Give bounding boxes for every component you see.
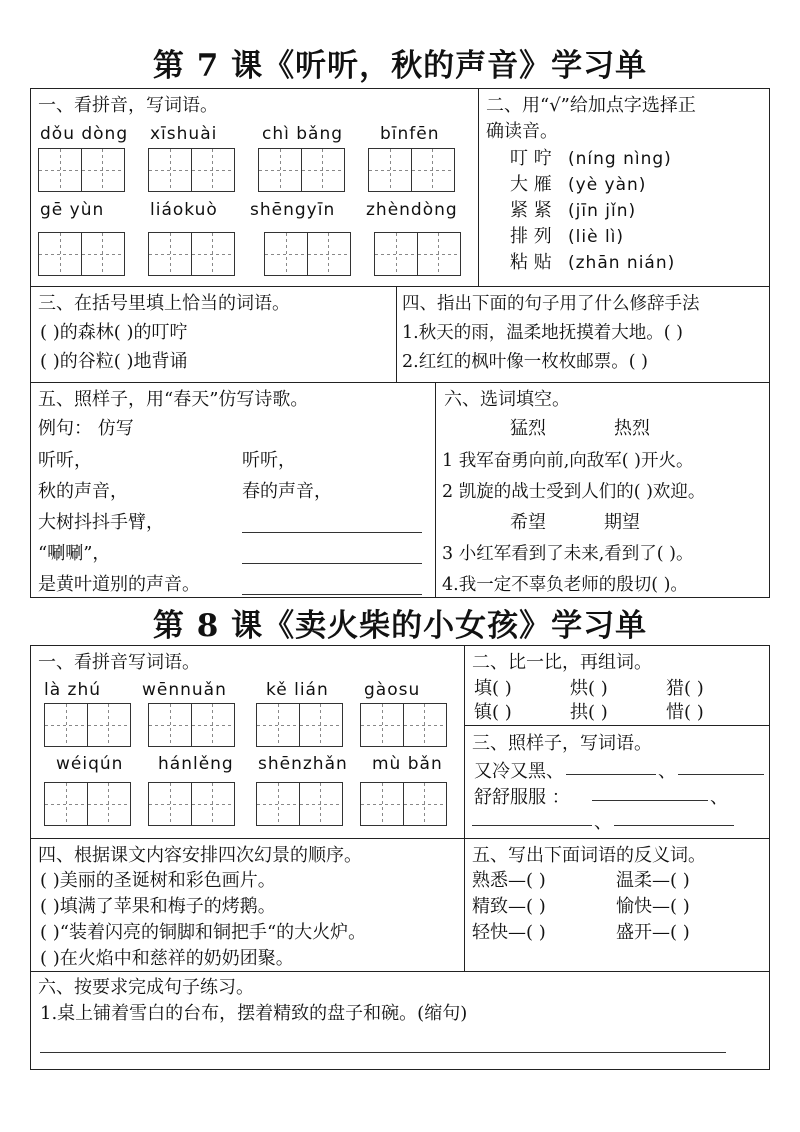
order-item[interactable]: ( )“装着闪亮的铜脚和铜把手“的大火炉。	[40, 922, 367, 943]
order-item[interactable]: ( )美丽的圣诞树和彩色画片。	[40, 870, 276, 891]
writing-grid[interactable]	[38, 148, 124, 192]
poem-line: “唰唰”，	[38, 543, 111, 564]
divider	[435, 382, 436, 598]
writing-grid[interactable]	[360, 782, 446, 826]
section-heading: 四、指出下面的句子用了什么修辞手法	[402, 294, 700, 314]
question[interactable]: 1 我军奋勇向前,向敌军( )开火。	[442, 451, 694, 471]
fill-line[interactable]: ( )的谷粒( )地背诵	[40, 351, 188, 372]
char-item: 紧 紧	[510, 200, 552, 221]
question[interactable]: 2.红红的枫叶像一枚枚邮票。( )	[402, 352, 648, 372]
pinyin: wéiqún	[56, 754, 124, 774]
writing-grid[interactable]	[44, 782, 130, 826]
answer-line[interactable]	[566, 774, 656, 775]
divider	[30, 382, 770, 383]
order-item[interactable]: ( )填满了苹果和梅子的烤鹅。	[40, 896, 276, 917]
pinyin: là zhú	[44, 680, 102, 700]
section-heading: 五、照样子，用“春天”仿写诗歌。	[38, 389, 309, 410]
writing-grid[interactable]	[264, 232, 350, 276]
pinyin: hánlěng	[158, 754, 234, 774]
pinyin: bīnfēn	[380, 124, 440, 144]
separator: 、	[594, 812, 612, 833]
writing-grid[interactable]	[360, 703, 446, 747]
section-heading: 六、按要求完成句子练习。	[38, 977, 254, 998]
answer-line[interactable]	[472, 825, 592, 826]
question[interactable]: 4.我一定不辜负老师的殷切( )。	[442, 575, 688, 595]
answer-line[interactable]	[614, 825, 734, 826]
pinyin: wēnnuǎn	[142, 680, 227, 700]
pinyin: gàosu	[364, 680, 421, 700]
compare-item[interactable]: 填( )	[474, 678, 512, 699]
section-heading: 五、写出下面词语的反义词。	[472, 845, 706, 866]
compare-item[interactable]: 猎( )	[666, 678, 704, 699]
word-choice: 猛烈	[510, 418, 546, 439]
section-heading: 六、选词填空。	[444, 389, 570, 410]
pinyin: dǒu dòng	[40, 124, 129, 144]
writing-grid[interactable]	[148, 148, 234, 192]
pinyin: zhèndòng	[366, 200, 458, 220]
pinyin-options[interactable]: (jīn jǐn)	[568, 201, 637, 221]
word-choice: 热烈	[614, 418, 650, 439]
divider	[478, 88, 479, 286]
example-word: 舒舒服服 ：	[474, 787, 570, 808]
pinyin-options[interactable]: (liè lì)	[568, 227, 625, 247]
answer-line[interactable]	[592, 800, 708, 801]
divider	[30, 286, 770, 287]
poem-line: 听听，	[38, 450, 92, 471]
char-item: 粘 贴	[510, 252, 552, 273]
pinyin-options[interactable]: (yè yàn)	[568, 175, 647, 195]
lesson8-title: 第 8 课《卖火柴的小女孩》学习单	[152, 608, 648, 644]
divider	[396, 286, 397, 382]
pinyin: kě lián	[266, 680, 329, 700]
word-choice: 期望	[604, 512, 640, 533]
char-item: 大 雁	[510, 174, 552, 195]
writing-grid[interactable]	[258, 148, 344, 192]
writing-grid[interactable]	[256, 782, 342, 826]
fill-line[interactable]: ( )的森林( )的叮咛	[40, 322, 188, 343]
char-item: 叮 咛	[510, 148, 552, 169]
antonym-item[interactable]: 熟悉—( )	[472, 870, 546, 891]
compare-item[interactable]: 镇( )	[474, 702, 512, 723]
writing-grid[interactable]	[148, 782, 234, 826]
poem-line: 大树抖抖手臂，	[38, 512, 164, 533]
pinyin-options[interactable]: (zhān nián)	[568, 253, 676, 273]
answer-line[interactable]	[40, 1052, 726, 1053]
poem-line: 春的声音，	[242, 481, 332, 502]
question[interactable]: 3 小红军看到了未来,看到了( )。	[442, 544, 694, 564]
poem-line: 听听，	[242, 450, 296, 471]
writing-grid[interactable]	[38, 232, 124, 276]
word-choice: 希望	[510, 512, 546, 533]
divider	[464, 645, 465, 971]
poem-line: 是黄叶道别的声音。	[38, 574, 200, 595]
question[interactable]: 1.秋天的雨，温柔地抚摸着大地。( )	[402, 323, 683, 343]
writing-grid[interactable]	[374, 232, 460, 276]
antonym-item[interactable]: 精致—( )	[472, 896, 546, 917]
section-heading: 二、比一比，再组词。	[472, 652, 652, 673]
answer-line[interactable]	[242, 532, 422, 533]
answer-line[interactable]	[678, 774, 764, 775]
answer-line[interactable]	[242, 594, 422, 595]
section-heading: 一、看拼音，写词语。	[38, 95, 218, 116]
divider	[464, 725, 770, 726]
writing-grid[interactable]	[256, 703, 342, 747]
antonym-item[interactable]: 盛开—( )	[616, 922, 690, 943]
section-heading: 三、照样子，写词语。	[472, 733, 652, 754]
char-item: 排 列	[510, 226, 552, 247]
pinyin: shēnzhǎn	[258, 754, 348, 774]
question: 1.桌上铺着雪白的台布，摆着精致的盘子和碗。(缩句)	[40, 1003, 468, 1024]
poem-line: 秋的声音，	[38, 481, 128, 502]
section-heading: 二、用“√”给加点字选择正	[486, 95, 696, 116]
writing-grid[interactable]	[148, 703, 234, 747]
question[interactable]: 2 凯旋的战士受到人们的( )欢迎。	[442, 482, 706, 502]
compare-item[interactable]: 烘( )	[570, 678, 608, 699]
writing-grid[interactable]	[44, 703, 130, 747]
pinyin: gē yùn	[40, 200, 105, 220]
separator: 、	[658, 761, 676, 782]
pinyin-options[interactable]: (níng nìng)	[568, 149, 672, 169]
divider	[30, 971, 770, 972]
pinyin: xīshuài	[150, 124, 218, 144]
example-label: 例句： 仿写	[38, 418, 134, 439]
pinyin: mù bǎn	[372, 754, 443, 774]
antonym-item[interactable]: 温柔—( )	[616, 870, 690, 891]
lesson7-title: 第 7 课《听听，秋的声音》学习单	[152, 48, 648, 84]
pinyin: chì bǎng	[262, 124, 344, 144]
divider	[30, 838, 770, 839]
example-word: 又冷又黑、	[474, 761, 564, 782]
answer-line[interactable]	[242, 563, 422, 564]
section-heading: 四、根据课文内容安排四次幻景的顺序。	[38, 845, 362, 866]
separator: 、	[710, 787, 728, 808]
section-heading: 一、看拼音写词语。	[38, 652, 200, 673]
writing-grid[interactable]	[368, 148, 454, 192]
pinyin: shēngyīn	[250, 200, 336, 220]
compare-item[interactable]: 拱( )	[570, 702, 608, 723]
section-heading: 确读音。	[486, 121, 558, 142]
pinyin: liáokuò	[150, 200, 218, 220]
compare-item[interactable]: 惜( )	[666, 702, 704, 723]
order-item[interactable]: ( )在火焰中和慈祥的奶奶团聚。	[40, 948, 294, 969]
antonym-item[interactable]: 愉快—( )	[616, 896, 690, 917]
writing-grid[interactable]	[148, 232, 234, 276]
section-heading: 三、在括号里填上恰当的词语。	[38, 293, 290, 314]
antonym-item[interactable]: 轻快—( )	[472, 922, 546, 943]
